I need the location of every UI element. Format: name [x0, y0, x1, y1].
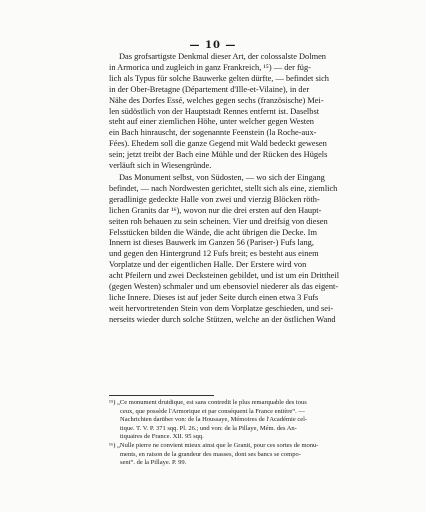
main-text	[109, 52, 380, 326]
footnote-line: tique. T. V. P. 371 sqq. Pl. 26.; und von: de la Pillaye, Mém. des An-	[120, 424, 297, 432]
text-line: Das grofsartigste Denkmal dieser Art, der colossalste Dolmen	[119, 52, 326, 61]
footnote-line: ¹⁶) „Nulle pierre ne convient mieux ainsi que le Granit, pour ces sortes de monu-	[109, 441, 319, 449]
text-line: Vorplatze und der eigentlichen Halle. Der Erstere wird von	[109, 260, 307, 270]
text-line: (gegen Westen) schmaler und um ebensoviel niederer als das eigent-	[109, 282, 339, 292]
footnotes	[109, 399, 380, 468]
footnote-15	[109, 399, 380, 442]
text-line: sein; jetzt treibt der Bach eine Mühle und der Rücken des Hügels	[109, 150, 328, 160]
footnote-line: ¹⁵) „Ce monument druidique, est sans contredit le plus remarquable des tous	[109, 399, 307, 406]
text-line: Nähe des Dorfes Essé, welches gegen sechs (französische) Mei-	[109, 95, 324, 105]
text-line: in Armorica und zugleich in ganz Frankreich, ¹⁵) — der füg-	[109, 62, 311, 72]
text-line: seiten roh behauen zu sein scheinen. Vier und dreifsig von diesen	[109, 216, 328, 226]
text-line: verläuft sich in Wiesengründe.	[109, 161, 212, 171]
text-line: lichen Granits dar ¹⁶), wovon nur die drei ersten auf den Haupt-	[109, 205, 322, 215]
footnote-line: sent“. de la Pillaye. P. 99.	[120, 459, 187, 467]
footnote-line: tiquaires de France. XII. 95 sqq.	[120, 433, 204, 441]
footnote-line: Nachrichten darüber von: de la Houssaye, Mémoires de l'Académie cel-	[120, 416, 308, 424]
paragraph	[109, 52, 380, 172]
text-line: Felsstücken bilden die Wände, die acht übrigen die Decke. Im	[109, 227, 317, 237]
text-line: in der Ober-Bretagne (Département d'Ille-et-Vilaine), in der	[109, 84, 310, 94]
text-line: len südöstlich von der Hauptstadt Rennes entfernt ist. Daselbst	[109, 106, 320, 116]
text-line: nerseits wieder durch solche Stützen, welche an der östlichen Wand	[109, 314, 336, 324]
paragraph	[109, 173, 380, 326]
footnote-16	[109, 442, 380, 468]
text-line: befindet, — nach Nordwesten gerichtet, stellt sich als eine, ziemlich	[109, 183, 338, 193]
footnote-divider	[109, 395, 214, 396]
text-line: ein Bach hinrauscht, der sogenannte Feenstein (la Roche-aux-	[109, 128, 317, 138]
text-line: geradlinige gedeckte Halle von zwei und vierzig Blöcken röth-	[109, 194, 320, 204]
footnote-line: ceux, que possède l'Armorique et par conséquent la France entière“. —	[120, 407, 305, 415]
text-line: steht auf einer ziemlichen Höhe, unter welcher gegen Westen	[109, 117, 314, 127]
text-line: Innern ist dieses Bauwerk im Ganzen 56 (Pariser-) Fufs lang,	[109, 238, 314, 248]
text-line: Das Monument selbst, von Südosten, — wo sich der Eingang	[119, 172, 325, 182]
page-number: — 10 —	[189, 40, 237, 51]
footnote-line: ments, en raison de la grandeur des masses, dont ses bancs se compo-	[120, 450, 301, 458]
text-line: und gegen den Hintergrund 12 Fufs breit; es besteht aus einem	[109, 249, 319, 259]
text-line: acht Pfeilern und zwei Decksteinen gebildet, und ist um ein Drittheil	[109, 271, 340, 281]
text-line: lich als Typus für solche Bauwerke gelten dürfte, — befindet sich	[109, 73, 329, 83]
text-line: Fées). Ehedem soll die ganze Gegend mit Wald bedeckt gewesen	[109, 139, 327, 149]
text-line: weit hervortretenden Stein von dem Vorplatze geschieden, und sei-	[109, 303, 334, 313]
text-line: liche Innere. Dieses ist auf jeder Seite durch einen etwa 3 Fufs	[109, 292, 319, 302]
